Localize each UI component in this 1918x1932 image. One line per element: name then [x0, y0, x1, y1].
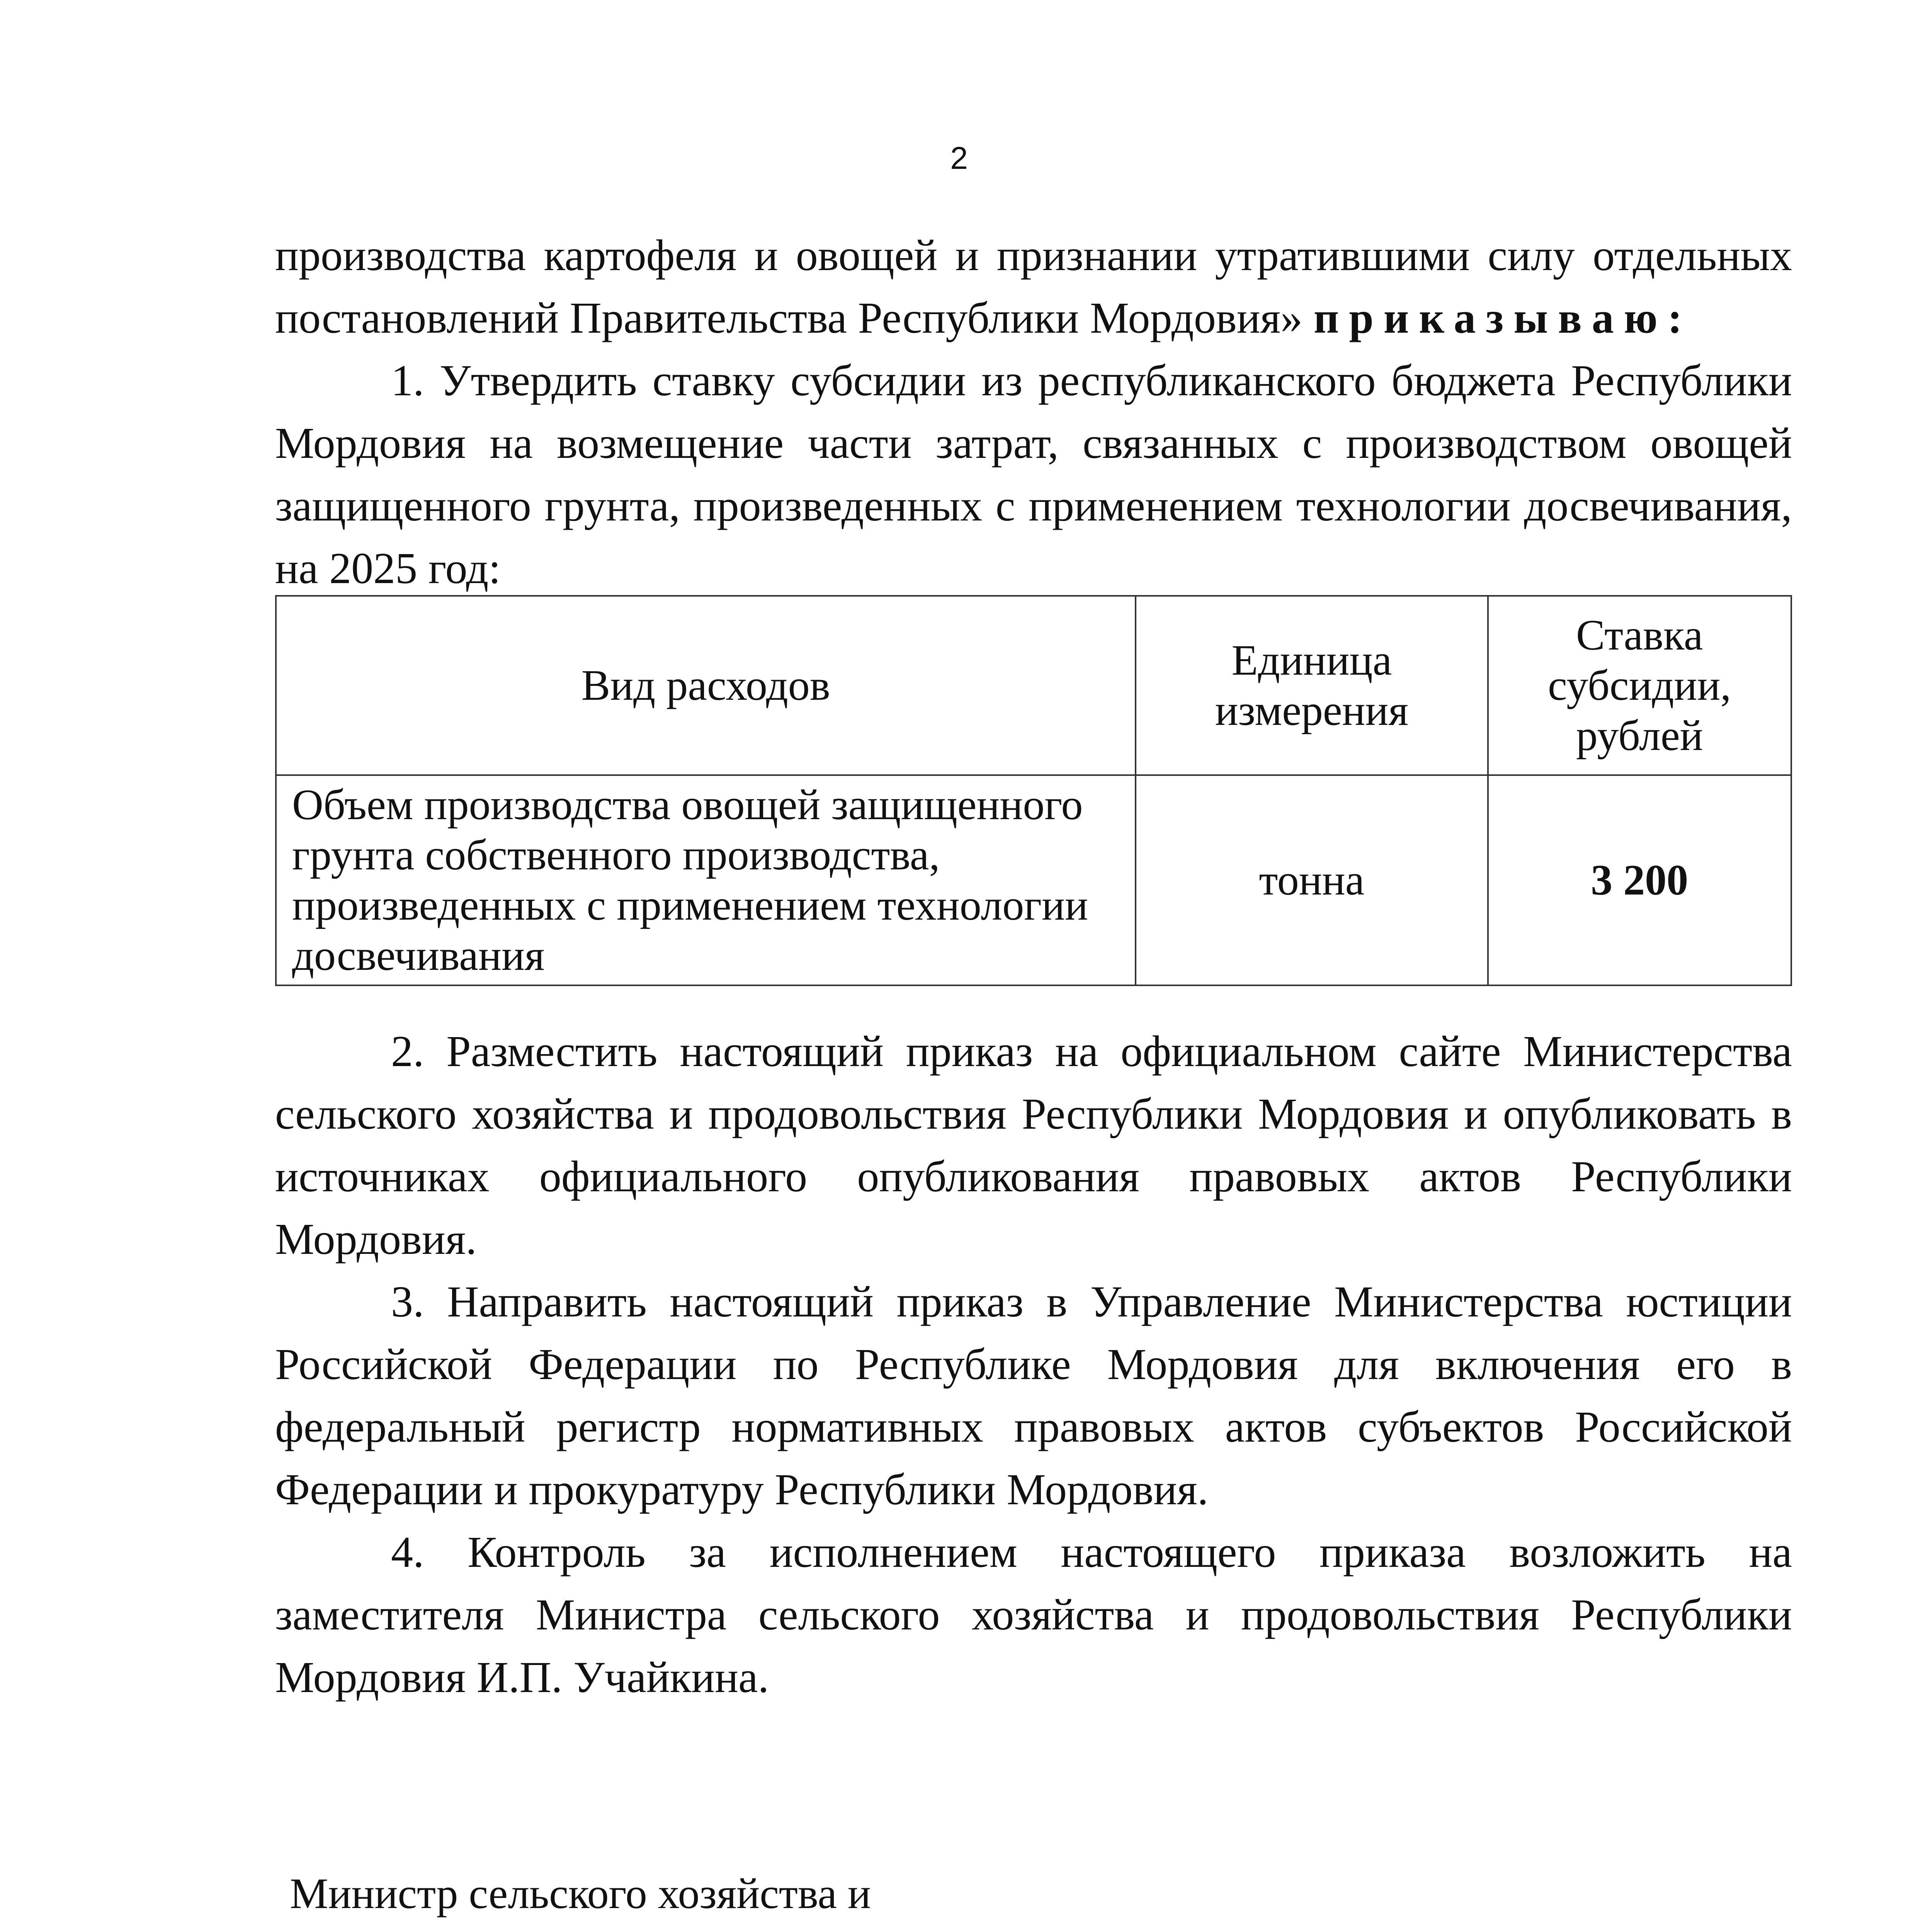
header-rate: Ставка субсидии, рублей — [1488, 596, 1792, 775]
signatory-title-line-2 — [290, 1925, 1178, 1932]
item-2-paragraph: 2. Разместить настоящий приказ на официальном сайте Министерства сельского хозяйства и продовольствия Республики Мордовия и опубликовать в источниках официального опубликования правовых актов Республики Мордовия. — [275, 1027, 1792, 1264]
signatory-name — [1503, 1925, 1781, 1932]
intro-text: производства картофеля и овощей и признании утратившими силу отдельных постановлений Правительства Республики Мордовия» — [275, 231, 1792, 342]
main-text-block — [275, 224, 1792, 600]
table-header-row — [276, 596, 1791, 775]
intro-paragraph — [275, 224, 1792, 349]
page-number: 2 — [950, 141, 968, 176]
order-word: приказываю: — [1313, 293, 1692, 342]
subsidy-rate-table-wrapper — [275, 595, 1792, 986]
signatory-title — [290, 1862, 1178, 1932]
table-row — [276, 775, 1791, 985]
items-block — [275, 1020, 1792, 1709]
cell-unit: тонна — [1136, 775, 1488, 985]
item-3-paragraph: 3. Направить настоящий приказ в Управление Министерства юстиции Российской Федерации по Республике Мордовия для включения его в федеральный регистр нормативных правовых актов субъектов Российской Федерации и прокуратуру Республики Мордовия. — [275, 1277, 1792, 1514]
signature-block — [290, 1862, 1781, 1932]
subsidy-rate-table — [275, 595, 1792, 986]
header-unit: Единица измерения — [1136, 596, 1488, 775]
item-4-paragraph: 4. Контроль за исполнением настоящего приказа возложить на заместителя Министра сельского хозяйства и продовольствия Республики Мордовия И.П. Учайкина. — [275, 1527, 1792, 1702]
signatory-title-line-1: Министр сельского хозяйства и — [290, 1870, 871, 1918]
item-1-paragraph: 1. Утвердить ставку субсидии из республиканского бюджета Республики Мордовия на возмещение части затрат, связанных с производством овощей защищенного грунта, произведенных с применением технологии досвечивания, на 2025 год: — [275, 356, 1792, 593]
cell-rate: 3 200 — [1488, 775, 1792, 985]
header-kind: Вид расходов — [276, 596, 1136, 775]
cell-kind: Объем производства овощей защищенного грунта собственного производства, произведенных с применением технологии досвечивания — [276, 775, 1136, 985]
